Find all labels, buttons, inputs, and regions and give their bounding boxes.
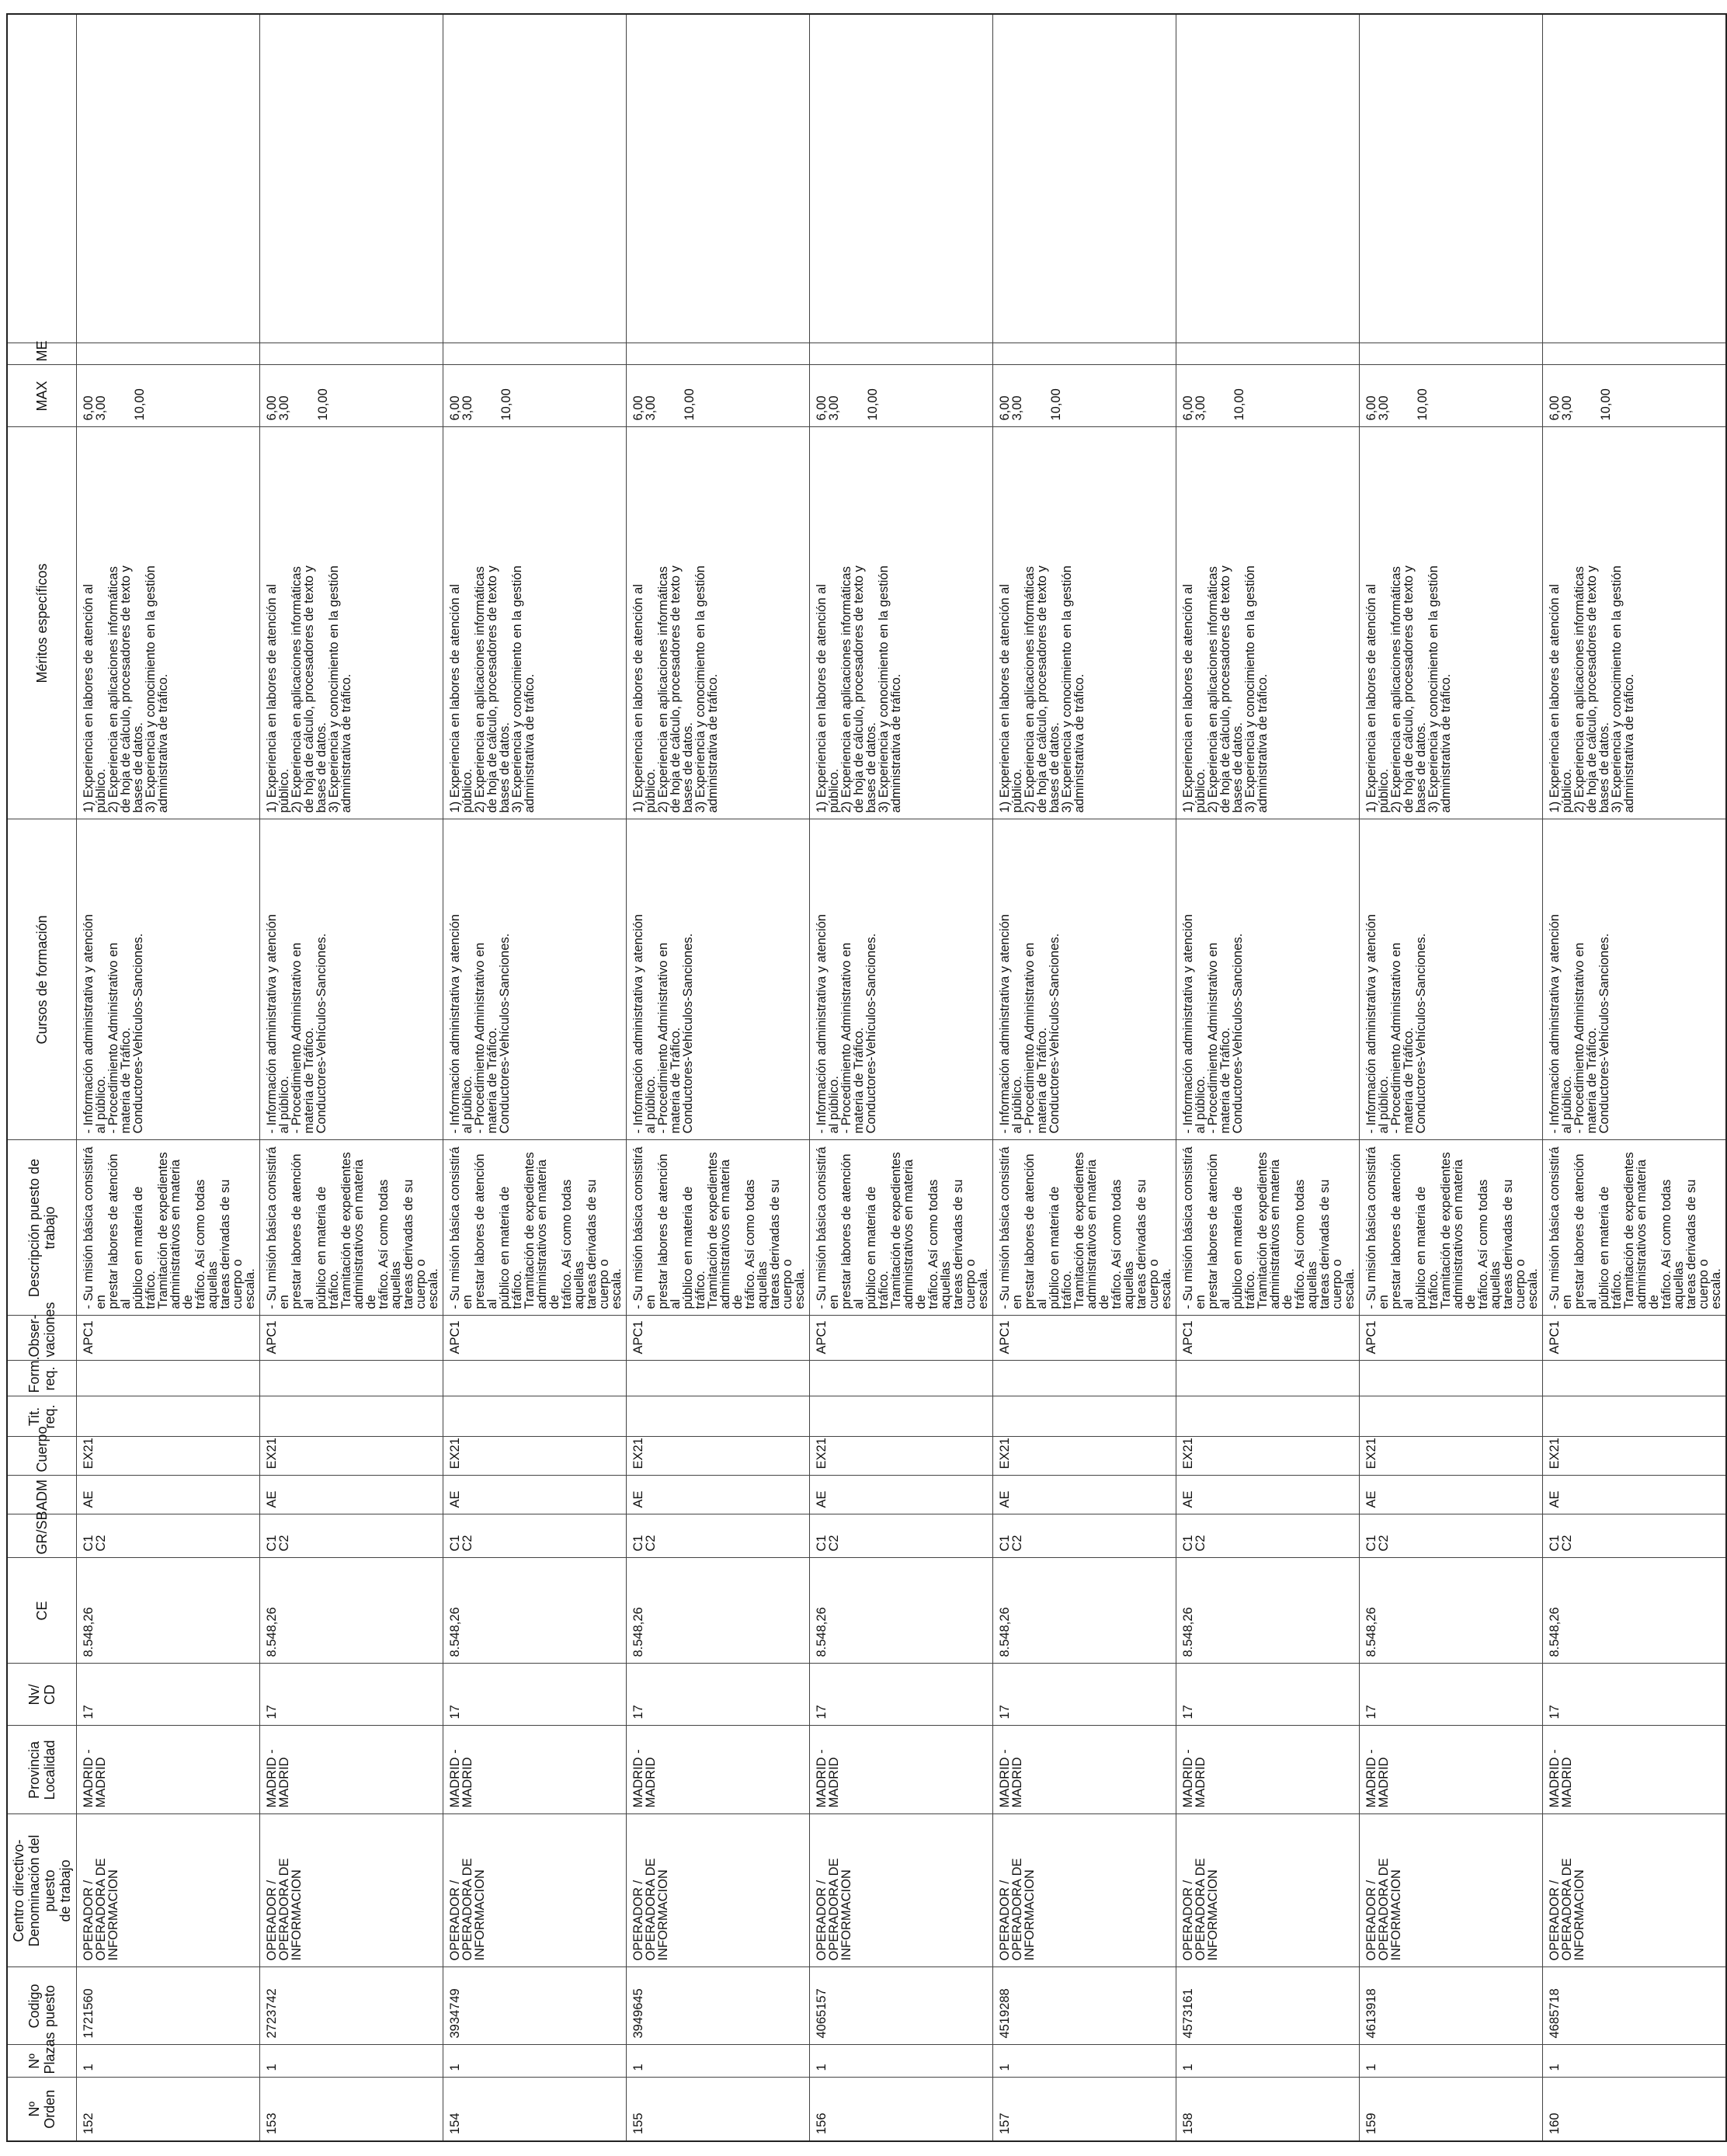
max-value: 6,00 [265,395,279,421]
table-row [1176,14,1360,2141]
cell-me [77,343,260,365]
cell-meritos: 1) Experiencia en labores de atención al público. 2) Experiencia en aplicaciones informáticas de hoja de cálculo, procesadores de texto y bases de datos. 3) Experiencia y conocimiento en la gestión administrativa de tráfico. [627,427,810,819]
max-value: 3,00 [827,395,841,421]
cell-descripcion: - Su misión básica consistirá en prestar labores de atención al público en materia de tráfico. Tramitación de expedientes administrativos en materia de tráfico. Así como todas aquellas tareas derivadas de su cuerpo o escala. [443,1140,627,1316]
cell-cuerpo: EX21 [810,1437,993,1476]
max-value: 10,00 [1416,388,1430,421]
cell-orden: 152 [77,2078,260,2141]
cell-orden: 156 [810,2078,993,2141]
cell-obs: APC1 [77,1316,260,1361]
cell-blank [810,14,993,343]
cell-centro: OPERADOR / OPERADORA DE INFORMACION [443,1814,627,1967]
cell-descripcion: - Su misión básica consistirá en prestar labores de atención al público en materia de tráfico. Tramitación de expedientes administrativos en materia de tráfico. Así como todas aquellas tareas derivadas de su cuerpo o escala. [1176,1140,1360,1316]
cell-adm: AE [1360,1476,1543,1514]
cell-provincia: MADRID - MADRID [77,1726,260,1814]
cell-centro: OPERADOR / OPERADORA DE INFORMACION [77,1814,260,1967]
cell-obs: APC1 [1360,1316,1543,1361]
cell-codigo: 4065157 [810,1967,993,2045]
cell-meritos: 1) Experiencia en labores de atención al público. 2) Experiencia en aplicaciones informáticas de hoja de cálculo, procesadores de texto y bases de datos. 3) Experiencia y conocimiento en la gestión administrativa de tráfico. [443,427,627,819]
max-value: 3,00 [1010,395,1024,421]
cell-provincia: MADRID - MADRID [1360,1726,1543,1814]
cell-adm: AE [260,1476,443,1514]
cell-obs: APC1 [810,1316,993,1361]
table-row [993,14,1176,2141]
cell-max [1360,365,1543,427]
header-plazas: Nº Plazas [7,2045,77,2078]
cell-form [77,1361,260,1396]
cell-me [260,343,443,365]
header-meritos: Méritos específicos [7,427,77,819]
cell-blank [627,14,810,343]
cell-plazas: 1 [1360,2045,1543,2078]
cell-tit [443,1396,627,1437]
max-value: 10,00 [1232,388,1246,421]
header-tit: Tit. req. [7,1396,77,1437]
cell-grsb: C1 C2 [1176,1514,1360,1558]
cell-adm: AE [993,1476,1176,1514]
cell-orden: 158 [1176,2078,1360,2141]
cell-grsb: C1 C2 [993,1514,1176,1558]
max-value: 3,00 [94,395,108,421]
cell-grsb: C1 C2 [443,1514,627,1558]
max-value: 10,00 [499,388,513,421]
cell-obs: APC1 [443,1316,627,1361]
header-obs: Obser- vaciones [7,1316,77,1361]
cell-tit [993,1396,1176,1437]
cell-nv: 17 [1543,1664,1727,1726]
cell-provincia: MADRID - MADRID [627,1726,810,1814]
cell-plazas: 1 [443,2045,627,2078]
cell-cursos: - Información administrativa y atención al público. - Procedimiento Administrativo en materia de Tráfico. Conductores-Vehículos-Sanciones. [260,819,443,1140]
max-value: 6,00 [815,395,829,421]
cell-orden: 154 [443,2078,627,2141]
table-row [77,14,260,2141]
cell-cuerpo: EX21 [1543,1437,1727,1476]
table-body [77,14,1727,2141]
cell-orden: 155 [627,2078,810,2141]
header-adm: ADM [7,1476,77,1514]
cell-codigo: 1721560 [77,1967,260,2045]
cell-provincia: MADRID - MADRID [260,1726,443,1814]
cell-adm: AE [1543,1476,1727,1514]
cell-descripcion: - Su misión básica consistirá en prestar labores de atención al público en materia de tráfico. Tramitación de expedientes administrativos en materia de tráfico. Así como todas aquellas tareas derivadas de su cuerpo o escala. [1360,1140,1543,1316]
cell-ce: 8.548,26 [260,1558,443,1664]
cell-cuerpo: EX21 [260,1437,443,1476]
cell-blank [1360,14,1543,343]
cell-ce: 8.548,26 [993,1558,1176,1664]
cell-cuerpo: EX21 [77,1437,260,1476]
max-value: 6,00 [448,395,462,421]
cell-form [1543,1361,1727,1396]
cell-ce: 8.548,26 [443,1558,627,1664]
max-value: 3,00 [1560,395,1574,421]
cell-centro: OPERADOR / OPERADORA DE INFORMACION [260,1814,443,1967]
cell-nv: 17 [810,1664,993,1726]
cell-descripcion: - Su misión básica consistirá en prestar labores de atención al público en materia de tráfico. Tramitación de expedientes administrativos en materia de tráfico. Así como todas aquellas tareas derivadas de su cuerpo o escala. [260,1140,443,1316]
cell-nv: 17 [260,1664,443,1726]
header-cursos: Cursos de formación [7,819,77,1140]
header-cuerpo: Cuerpo [7,1437,77,1476]
cell-cursos: - Información administrativa y atención al público. - Procedimiento Administrativo en materia de Tráfico. Conductores-Vehículos-Sanciones. [77,819,260,1140]
cell-codigo: 3949645 [627,1967,810,2045]
header-blank [7,14,77,343]
cell-nv: 17 [627,1664,810,1726]
max-value: 3,00 [644,395,658,421]
cell-grsb: C1 C2 [1360,1514,1543,1558]
cell-tit [627,1396,810,1437]
header-row [7,14,77,2141]
cell-obs: APC1 [627,1316,810,1361]
max-value: 6,00 [1548,395,1562,421]
max-value: 10,00 [866,388,880,421]
cell-tit [77,1396,260,1437]
table-row [627,14,810,2141]
cell-tit [260,1396,443,1437]
cell-orden: 157 [993,2078,1176,2141]
cell-cuerpo: EX21 [1360,1437,1543,1476]
header-codigo: Codigo puesto [7,1967,77,2045]
cell-blank [443,14,627,343]
cell-adm: AE [627,1476,810,1514]
cell-plazas: 1 [1176,2045,1360,2078]
cell-nv: 17 [443,1664,627,1726]
cell-form [627,1361,810,1396]
max-value: 3,00 [460,395,474,421]
cell-meritos: 1) Experiencia en labores de atención al público. 2) Experiencia en aplicaciones informáticas de hoja de cálculo, procesadores de texto y bases de datos. 3) Experiencia y conocimiento en la gestión administrativa de tráfico. [1176,427,1360,819]
cell-provincia: MADRID - MADRID [993,1726,1176,1814]
cell-ce: 8.548,26 [1360,1558,1543,1664]
cell-ce: 8.548,26 [810,1558,993,1664]
header-form: Form. req. [7,1361,77,1396]
cell-cuerpo: EX21 [627,1437,810,1476]
cell-ce: 8.548,26 [77,1558,260,1664]
cell-orden: 159 [1360,2078,1543,2141]
cell-grsb: C1 C2 [810,1514,993,1558]
cell-max [260,365,443,427]
max-value: 3,00 [277,395,291,421]
cell-cursos: - Información administrativa y atención al público. - Procedimiento Administrativo en materia de Tráfico. Conductores-Vehículos-Sanciones. [1543,819,1727,1140]
cell-grsb: C1 C2 [627,1514,810,1558]
cell-descripcion: - Su misión básica consistirá en prestar labores de atención al público en materia de tráfico. Tramitación de expedientes administrativos en materia de tráfico. Así como todas aquellas tareas derivadas de su cuerpo o escala. [77,1140,260,1316]
cell-descripcion: - Su misión básica consistirá en prestar labores de atención al público en materia de tráfico. Tramitación de expedientes administrativos en materia de tráfico. Así como todas aquellas tareas derivadas de su cuerpo o escala. [627,1140,810,1316]
table-row [1543,14,1727,2141]
cell-obs: APC1 [993,1316,1176,1361]
cell-max [77,365,260,427]
header-me: ME [7,343,77,365]
cell-descripcion: - Su misión básica consistirá en prestar labores de atención al público en materia de tráfico. Tramitación de expedientes administrativos en materia de tráfico. Así como todas aquellas tareas derivadas de su cuerpo o escala. [993,1140,1176,1316]
cell-descripcion: - Su misión básica consistirá en prestar labores de atención al público en materia de tráfico. Tramitación de expedientes administrativos en materia de tráfico. Así como todas aquellas tareas derivadas de su cuerpo o escala. [1543,1140,1727,1316]
cell-meritos: 1) Experiencia en labores de atención al público. 2) Experiencia en aplicaciones informáticas de hoja de cálculo, procesadores de texto y bases de datos. 3) Experiencia y conocimiento en la gestión administrativa de tráfico. [260,427,443,819]
cell-meritos: 1) Experiencia en labores de atención al público. 2) Experiencia en aplicaciones informáticas de hoja de cálculo, procesadores de texto y bases de datos. 3) Experiencia y conocimiento en la gestión administrativa de tráfico. [810,427,993,819]
max-value: 6,00 [82,395,96,421]
cell-descripcion: - Su misión básica consistirá en prestar labores de atención al público en materia de tráfico. Tramitación de expedientes administrativos en materia de tráfico. Así como todas aquellas tareas derivadas de su cuerpo o escala. [810,1140,993,1316]
max-value: 10,00 [1599,388,1613,421]
cell-plazas: 1 [993,2045,1176,2078]
positions-table [6,13,1727,2142]
cell-cuerpo: EX21 [443,1437,627,1476]
cell-form [810,1361,993,1396]
max-value: 10,00 [1049,388,1063,421]
cell-meritos: 1) Experiencia en labores de atención al público. 2) Experiencia en aplicaciones informáticas de hoja de cálculo, procesadores de texto y bases de datos. 3) Experiencia y conocimiento en la gestión administrativa de tráfico. [993,427,1176,819]
max-value: 6,00 [1181,395,1195,421]
cell-centro: OPERADOR / OPERADORA DE INFORMACION [1360,1814,1543,1967]
cell-blank [1543,14,1727,343]
cell-me [627,343,810,365]
cell-me [1176,343,1360,365]
cell-cursos: - Información administrativa y atención al público. - Procedimiento Administrativo en materia de Tráfico. Conductores-Vehículos-Sanciones. [627,819,810,1140]
max-value: 10,00 [133,388,147,421]
cell-grsb: C1 C2 [260,1514,443,1558]
cell-nv: 17 [77,1664,260,1726]
cell-max [993,365,1176,427]
header-provincia: Provincia Localidad [7,1726,77,1814]
cell-tit [1543,1396,1727,1437]
header-grsb: GR/SB [7,1514,77,1558]
cell-codigo: 4519288 [993,1967,1176,2045]
cell-cursos: - Información administrativa y atención al público. - Procedimiento Administrativo en materia de Tráfico. Conductores-Vehículos-Sanciones. [1176,819,1360,1140]
cell-tit [810,1396,993,1437]
cell-plazas: 1 [627,2045,810,2078]
cell-obs: APC1 [1176,1316,1360,1361]
cell-nv: 17 [1176,1664,1360,1726]
cell-ce: 8.548,26 [1176,1558,1360,1664]
header-max: MAX [7,365,77,427]
cell-nv: 17 [1360,1664,1543,1726]
cell-centro: OPERADOR / OPERADORA DE INFORMACION [627,1814,810,1967]
cell-adm: AE [77,1476,260,1514]
cell-provincia: MADRID - MADRID [1543,1726,1727,1814]
cell-ce: 8.548,26 [627,1558,810,1664]
cell-centro: OPERADOR / OPERADORA DE INFORMACION [1176,1814,1360,1967]
cell-cuerpo: EX21 [1176,1437,1360,1476]
cell-me [443,343,627,365]
cell-me [1360,343,1543,365]
cell-form [443,1361,627,1396]
cell-plazas: 1 [1543,2045,1727,2078]
cell-blank [993,14,1176,343]
cell-codigo: 2723742 [260,1967,443,2045]
cell-codigo: 4613918 [1360,1967,1543,2045]
cell-me [993,343,1176,365]
cell-ce: 8.548,26 [1543,1558,1727,1664]
cell-meritos: 1) Experiencia en labores de atención al público. 2) Experiencia en aplicaciones informáticas de hoja de cálculo, procesadores de texto y bases de datos. 3) Experiencia y conocimiento en la gestión administrativa de tráfico. [1360,427,1543,819]
header-ce: CE [7,1558,77,1664]
cell-me [810,343,993,365]
cell-me [1543,343,1727,365]
cell-max [1176,365,1360,427]
cell-provincia: MADRID - MADRID [1176,1726,1360,1814]
header-nv: Nv/ CD [7,1664,77,1726]
cell-cursos: - Información administrativa y atención al público. - Procedimiento Administrativo en materia de Tráfico. Conductores-Vehículos-Sanciones. [810,819,993,1140]
cell-form [260,1361,443,1396]
cell-centro: OPERADOR / OPERADORA DE INFORMACION [993,1814,1176,1967]
cell-grsb: C1 C2 [77,1514,260,1558]
cell-provincia: MADRID - MADRID [810,1726,993,1814]
cell-adm: AE [443,1476,627,1514]
cell-orden: 160 [1543,2078,1727,2141]
cell-plazas: 1 [77,2045,260,2078]
cell-codigo: 3934749 [443,1967,627,2045]
cell-form [1176,1361,1360,1396]
cell-orden: 153 [260,2078,443,2141]
header-descripcion: Descripción puesto de trabajo [7,1140,77,1316]
cell-codigo: 4573161 [1176,1967,1360,2045]
cell-centro: OPERADOR / OPERADORA DE INFORMACION [1543,1814,1727,1967]
cell-blank [77,14,260,343]
cell-meritos: 1) Experiencia en labores de atención al público. 2) Experiencia en aplicaciones informáticas de hoja de cálculo, procesadores de texto y bases de datos. 3) Experiencia y conocimiento en la gestión administrativa de tráfico. [77,427,260,819]
cell-nv: 17 [993,1664,1176,1726]
cell-codigo: 4685718 [1543,1967,1727,2045]
cell-obs: APC1 [260,1316,443,1361]
cell-tit [1360,1396,1543,1437]
cell-form [993,1361,1176,1396]
cell-max [810,365,993,427]
cell-blank [260,14,443,343]
cell-blank [1176,14,1360,343]
cell-plazas: 1 [260,2045,443,2078]
cell-plazas: 1 [810,2045,993,2078]
table-row [443,14,627,2141]
cell-tit [1176,1396,1360,1437]
cell-meritos: 1) Experiencia en labores de atención al público. 2) Experiencia en aplicaciones informáticas de hoja de cálculo, procesadores de texto y bases de datos. 3) Experiencia y conocimiento en la gestión administrativa de tráfico. [1543,427,1727,819]
max-value: 3,00 [1194,395,1208,421]
max-value: 10,00 [683,388,697,421]
cell-adm: AE [1176,1476,1360,1514]
cell-max [1543,365,1727,427]
header-centro: Centro directivo- Denominación del puesto de trabajo [7,1814,77,1967]
cell-obs: APC1 [1543,1316,1727,1361]
cell-max [627,365,810,427]
cell-max [443,365,627,427]
cell-form [1360,1361,1543,1396]
table-row [810,14,993,2141]
header-orden: Nº Orden [7,2078,77,2141]
max-value: 6,00 [631,395,645,421]
cell-adm: AE [810,1476,993,1514]
cell-grsb: C1 C2 [1543,1514,1727,1558]
cell-cuerpo: EX21 [993,1437,1176,1476]
table-row [1360,14,1543,2141]
cell-centro: OPERADOR / OPERADORA DE INFORMACION [810,1814,993,1967]
max-value: 6,00 [998,395,1012,421]
cell-cursos: - Información administrativa y atención al público. - Procedimiento Administrativo en materia de Tráfico. Conductores-Vehículos-Sanciones. [1360,819,1543,1140]
max-value: 10,00 [316,388,330,421]
cell-cursos: - Información administrativa y atención al público. - Procedimiento Administrativo en materia de Tráfico. Conductores-Vehículos-Sanciones. [993,819,1176,1140]
max-value: 6,00 [1364,395,1378,421]
cell-cursos: - Información administrativa y atención al público. - Procedimiento Administrativo en materia de Tráfico. Conductores-Vehículos-Sanciones. [443,819,627,1140]
max-value: 3,00 [1377,395,1391,421]
table-row [260,14,443,2141]
cell-provincia: MADRID - MADRID [443,1726,627,1814]
